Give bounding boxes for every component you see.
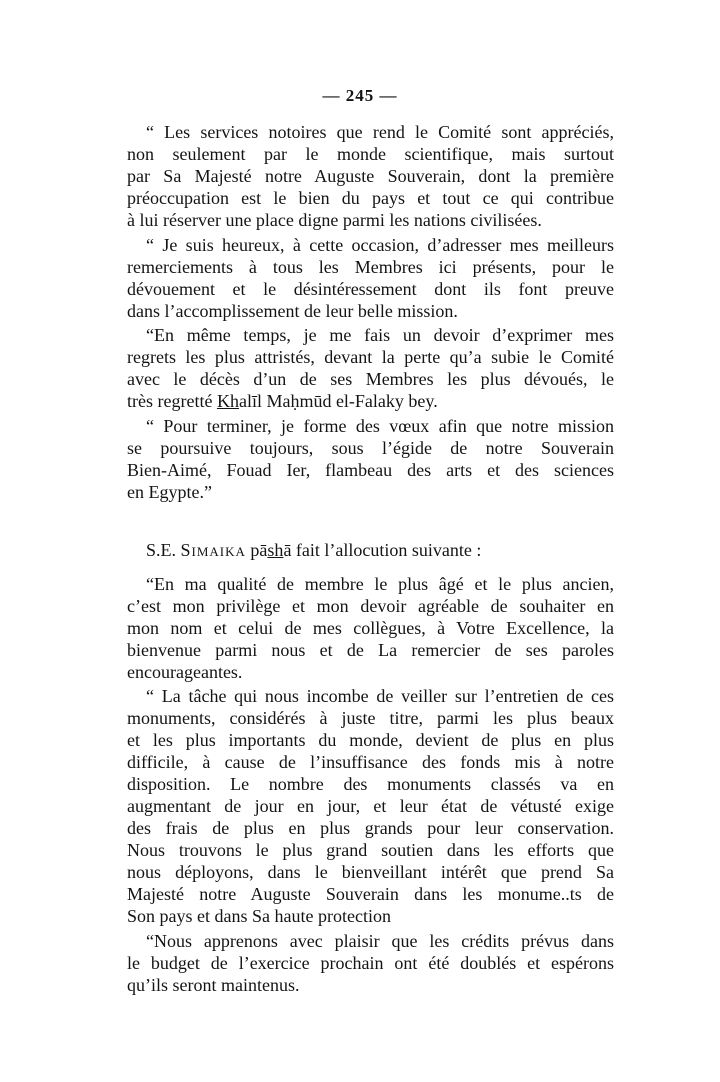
text-segment: pā: [245, 539, 268, 560]
text-line: remerciements à tous les Membres ici présents, pour le: [127, 256, 614, 277]
text-line: “En ma qualité de membre le plus âgé et le plus ancien,: [146, 573, 614, 594]
text-line: “ Les services notoires que rend le Comité sont appréciés,: [146, 122, 614, 142]
speaker-name: Simaika: [180, 539, 246, 560]
text-line: encourageantes.: [127, 661, 243, 682]
text-line: préoccupation est le bien du pays et tout ce qui contribue: [127, 188, 614, 208]
text-line: non seulement par le monde scientifique, mais surtout: [127, 144, 614, 164]
text-line: augmentant de jour en jour, et leur état de vétusté exige: [127, 796, 614, 816]
text-line: disposition. Le nombre des monuments classés va en: [127, 774, 614, 794]
text-line: avec le décès d’un de ses Membres les plus dévoués, le: [127, 369, 614, 389]
page-number: — 245 —: [322, 86, 398, 105]
text-line: “ Pour terminer, je forme des vœux afin que notre mission: [146, 415, 614, 436]
text-line: “En même temps, je me fais un devoir d’exprimer mes: [146, 325, 614, 345]
text-line: c’est mon privilège et mon devoir agréable de souhaiter en: [127, 595, 614, 616]
text-line: “Nous apprenons avec plaisir que les crédits prévus dans: [146, 930, 614, 951]
text-line: et les plus importants du monde, devient de plus en plus: [127, 730, 614, 750]
text-line: regrets les plus attristés, devant la perte qu’a subie le Comité: [127, 347, 614, 367]
text-line: Nous trouvons le plus grand soutien dans les efforts que: [127, 840, 614, 860]
letter-section: [127, 121, 614, 503]
text-line: le budget de l’exercice prochain ont été doublés et espérons: [127, 952, 614, 973]
paragraph: [127, 234, 614, 322]
paragraph: [127, 685, 614, 927]
body-text: [127, 121, 614, 998]
speech-section: [127, 573, 614, 996]
text-line: difficile, à cause de l’insuffisance des fonds mis à notre: [127, 752, 614, 772]
text-line: se poursuive toujours, sous l’égide de notre Souverain: [127, 437, 614, 458]
text-segment: alīl Maḥmūd el-Falaky bey.: [238, 391, 438, 411]
text-line: des frais de plus en plus grands pour leur conservation.: [127, 818, 614, 838]
text-line: Son pays et dans Sa haute protection: [127, 906, 391, 926]
text-line: qu’ils seront maintenus.: [127, 974, 300, 995]
text-line: à lui réserver une place digne parmi les nations civilisées.: [127, 210, 542, 230]
text-line: Bien-Aimé, Fouad Ier, flambeau des arts et des sciences: [127, 459, 614, 480]
text-line: Majesté notre Auguste Souverain dans les monume..ts de: [127, 884, 614, 904]
paragraph: [127, 573, 614, 683]
text-segment: très regretté: [127, 391, 217, 411]
text-line: mon nom et celui de mes collègues, à Votre Excellence, la: [127, 617, 614, 638]
transliteration-underline: Kh: [216, 391, 239, 411]
text-line: bienvenue parmi nous et de La remercier de ses paroles: [127, 639, 614, 660]
text-segment: ā fait l’allocution suivante :: [283, 539, 482, 560]
text-line: en Egypte.”: [127, 481, 212, 502]
text-line: monuments, considérés à juste titre, parmi les plus beaux: [127, 708, 614, 728]
text-segment: S.E.: [146, 539, 181, 560]
text-line: [127, 390, 614, 412]
section-heading: [127, 539, 614, 561]
paragraph: [127, 415, 614, 503]
transliteration-underline: sh: [267, 539, 284, 560]
text-line: dévouement et le désintéressement dont ils font preuve: [127, 278, 614, 299]
paragraph: [127, 930, 614, 996]
text-line: nous déployons, dans le bienveillant intérêt que prend Sa: [127, 862, 614, 882]
text-line: “ La tâche qui nous incombe de veiller sur l’entretien de ces: [146, 686, 614, 706]
text-line: “ Je suis heureux, à cette occasion, d’adresser mes meilleurs: [146, 234, 614, 255]
paragraph: [127, 121, 614, 231]
text-line: dans l’accomplissement de leur belle mission.: [127, 300, 458, 321]
paragraph: [127, 324, 614, 412]
text-line: par Sa Majesté notre Auguste Souverain, dont la première: [127, 166, 614, 186]
